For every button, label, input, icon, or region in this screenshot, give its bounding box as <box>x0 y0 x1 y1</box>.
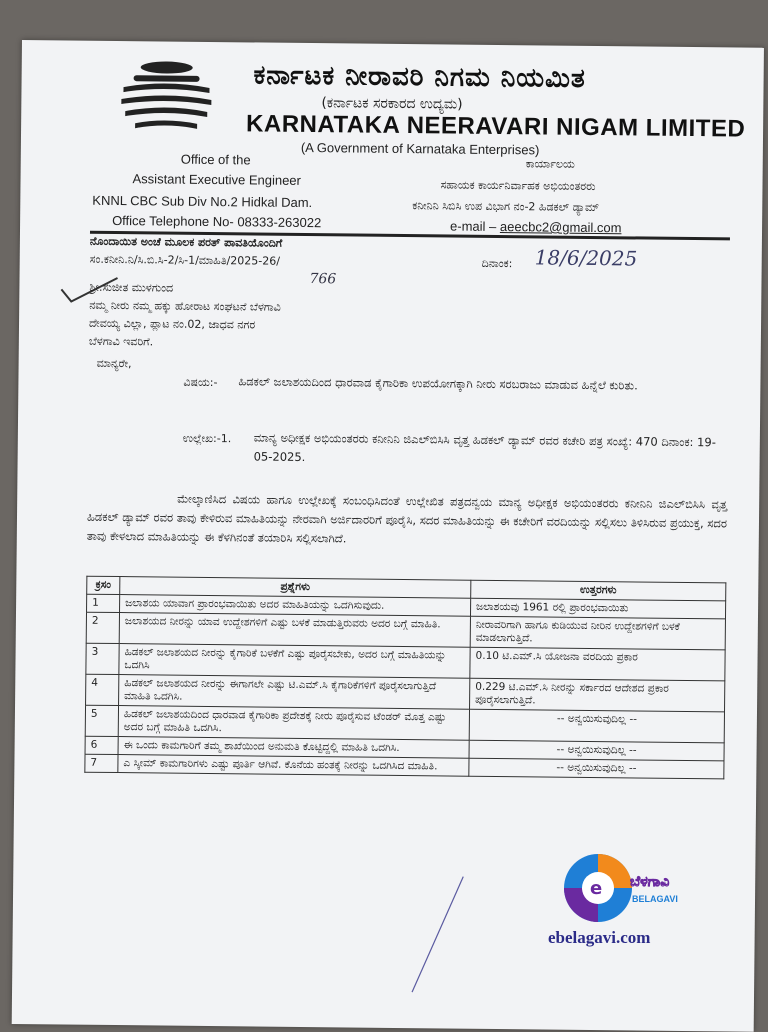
office-right-line2: ಸಹಾಯಕ ಕಾರ್ಯನಿರ್ವಾಹಕ ಅಭಿಯಂತರರು <box>440 178 596 194</box>
english-subtitle: (A Government of Karnataka Enterprises) <box>300 139 540 158</box>
info-table <box>84 576 726 780</box>
office-right-line3: ಕನೀನಿನಿ ಸಿಬಿಸಿ ಉಪ ವಿಭಾಗ ನಂ-2 ಹಿಡಕಲ್ ಡ್ಯಾಮ್ <box>412 199 600 215</box>
recipient-line4: ಬೆಳಗಾವಿ ಇವರಿಗೆ. <box>88 334 154 349</box>
row-question: ಹಿಡಕಲ್ ಜಲಾಶಯದ ನೀರನ್ನು ಈಗಾಗಲೇ ಎಷ್ಟು ಟಿ.ಎಮ್.ಸಿ ಕೈಗಾರಿಕೆಗಳಿಗೆ ಪೂರೈಸಲಾಗುತ್ತಿದೆ ಮಾಹಿತಿ ಒದಗಿಸಿ. <box>119 675 470 710</box>
row-question: ಎ ಸ್ಕೀಮ್ ಕಾಮಗಾರಿಗಳು ಎಷ್ಟು ಪೂರ್ತಿ ಆಗಿವೆ. ಕೊನೆಯ ಹಂತಕ್ಕೆ ನೀರನ್ನು ಒದಗಿಸಿದ ಮಾಹಿತಿ. <box>118 755 469 777</box>
subject-text: ಹಿಡಕಲ್ ಜಲಾಶಯದಿಂದ ಧಾರವಾಡ ಕೈಗಾರಿಕಾ ಉಪಯೋಗಕ್ಕಾಗಿ ನೀರು ಸರಬರಾಜು ಮಾಡುವ ಹಿನ್ನೆಲೆ ಕುರಿತು. <box>238 374 638 393</box>
row-number: 7 <box>85 754 118 772</box>
row-answer: -- ಅನ್ವಯಿಸುವುದಿಲ್ಲ -- <box>469 758 724 779</box>
row-question: ಹಿಡಕಲ್ ಜಲಾಶಯದ ನೀರನ್ನು ಕೈಗಾರಿಕೆ ಬಳಕೆಗೆ ಎಷ್ಟು ಪೂರೈಸಬೇಕು, ಅದರ ಬಗ್ಗೆ ಮಾಹಿತಿಯನ್ನು ಒದಗಿಸಿ <box>119 644 470 679</box>
row-number: 2 <box>86 612 119 643</box>
row-number: 6 <box>85 736 118 754</box>
pen-stroke <box>407 874 468 995</box>
office-left-phone: Office Telephone No- 08333-263022 <box>112 212 322 231</box>
subject-label: ವಿಷಯ:- <box>183 375 218 390</box>
brand-kannada: ಬೆಳಗಾವಿ <box>630 874 670 890</box>
office-left-line3: KNNL CBC Sub Div No.2 Hidkal Dam. <box>92 192 313 211</box>
row-answer: -- ಅನ್ವಯಿಸುವುದಿಲ್ಲ -- <box>469 740 724 761</box>
salutation: ಮಾನ್ಯರೇ, <box>96 356 132 371</box>
row-question: ಜಲಾಶಯ ಯಾವಾಗ ಪ್ರಾರಂಭವಾಯಿತು ಅದರ ಮಾಹಿತಿಯನ್ನು ಒದಗಿಸುವುದು. <box>120 595 471 617</box>
col-serial: ಕ್ರಸಂ <box>87 576 120 594</box>
recipient-name: ಶ್ರೀ.ಸುಜೀತ ಮುಳಗುಂದ <box>89 280 174 295</box>
reference-label: ಉಲ್ಲೇಖ:-1. <box>182 431 232 446</box>
email-line <box>450 218 622 235</box>
col-answers: ಉತ್ತರಗಳು <box>471 580 726 601</box>
row-answer: -- ಅನ್ವಯಿಸುವುದಿಲ್ಲ -- <box>469 709 724 743</box>
col-questions: ಪ್ರಶ್ನೆಗಳು <box>120 577 471 599</box>
email-link[interactable]: aeecbc2@gmail.com <box>499 219 622 236</box>
reference-text: ಮಾನ್ಯ ಅಧೀಕ್ಷಕ ಅಭಿಯಂತರರು ಕನೀನಿನಿ ಜಿಎಲ್‌ಬಿಸಿಸಿ ವೃತ್ತ ಹಿಡಕಲ್ ಡ್ಯಾಮ್ ರವರ ಕಚೇರಿ ಪತ್ರ ಸಂಖ್ಯೆ: 470 ದಿನಾಂಕ: 19-05-2025. <box>253 430 716 464</box>
date-label: ದಿನಾಂಕ: <box>481 256 513 271</box>
row-answer: 0.229 ಟಿ.ಎಮ್.ಸಿ ನೀರನ್ನು ಸರ್ಕಾರದ ಆದೇಶದ ಪ್ರಕಾರ ಪೂರೈಸಲಾಗುತ್ತಿದೆ. <box>470 678 725 712</box>
svg-text:e: e <box>590 878 603 899</box>
registered-post: ನೊಂದಾಯಿತ ಅಂಚೆ ಮೂಲಕ ಪರತ್ ಪಾವತಿಯೊಂದಿಗೆ <box>89 234 283 250</box>
row-question: ಜಲಾಶಯದ ನೀರನ್ನು ಯಾವ ಉದ್ದೇಶಗಳಿಗೆ ಎಷ್ಟು ಬಳಕೆ ಮಾಡುತ್ತಿರುವರು ಅದರ ಬಗ್ಗೆ ಮಾಹಿತಿ. <box>119 613 470 648</box>
recipient-line2: ನಮ್ಮ ನೀರು ನಮ್ಮ ಹಕ್ಕು ಹೋರಾಟ ಸಂಘಟನೆ ಬೆಳಗಾವಿ <box>89 298 281 314</box>
body-paragraph: ಮೇಲ್ಕಾಣಿಸಿದ ವಿಷಯ ಹಾಗೂ ಉಲ್ಲೇಖಕ್ಕೆ ಸಂಬಂಧಿಸಿದಂತೆ ಉಲ್ಲೇಖಿತ ಪತ್ರದನ್ವಯ ಮಾನ್ಯ ಅಧೀಕ್ಷಕ ಅಭಿಯಂತರರು ಕನೀನಿನಿ ಜಿಎಲ್‌ಬಿಸಿಸಿ ವೃತ್ತ ಹಿಡಕಲ್ ಡ್ಯಾಮ್ ರವರ ತಾವು ಕೇಳಿರುವ ಮಾಹಿತಿಯನ್ನು ನೇರವಾಗಿ ಅರ್ಜಿದಾರರಿಗೆ ಪೂರೈಸಿ, ಸದರ ಮಾಹಿತಿಯನ್ನು ಈ ಕಚೇರಿಗೆ ವರದಿಯನ್ನು ಸಲ್ಲಿಸಲು ತಿಳಿಸಿರುವ ಪ್ರಯುಕ್ತ, ಸದರ ತಾವು ಕೇಳಲಾದ ಮಾಹಿತಿಯನ್ನು ಈ ಕೆಳಗಿನಂತೆ ತಯಾರಿಸಿ ಸಲ್ಲಿಸಲಾಗಿದೆ. <box>86 491 728 546</box>
row-question: ಹಿಡಕಲ್ ಜಲಾಶಯದಿಂದ ಧಾರವಾಡ ಕೈಗಾರಿಕಾ ಪ್ರದೇಶಕ್ಕೆ ನೀರು ಪೂರೈಸುವ ಟೆಂಡರ್ ಮೊತ್ತ ಎಷ್ಟು ಅದರ ಬಗ್ಗೆ ಮಾಹಿತಿ ಒದಗಿಸಿ. <box>118 706 469 741</box>
row-answer: 0.10 ಟಿ.ಎಮ್.ಸಿ ಯೋಜನಾ ವರದಿಯ ಪ್ರಕಾರ <box>470 647 725 681</box>
reference-number: ಸಂ.ಕನೀನಿ.ನಿ/ಸಿ.ಬಿ.ಸಿ-2/ಸಿ-1/ಮಾಹಿತಿ/2025-26/ <box>89 252 281 268</box>
handwritten-number: 766 <box>309 271 337 288</box>
row-question: ಈ ಒಂದು ಕಾಮಗಾರಿಗೆ ತಮ್ಮ ಶಾಖೆಯಿಂದ ಅನುಮತಿ ಕೊಟ್ಟಿದ್ದಲ್ಲಿ ಮಾಹಿತಿ ಒದಗಿಸಿ. <box>118 737 469 759</box>
row-number: 5 <box>85 705 118 736</box>
ebelagavi-logo <box>560 848 710 928</box>
row-answer: ಜಲಾಶಯವು 1961 ರಲ್ಲಿ ಪ್ರಾರಂಭವಾಯಿತು <box>470 598 725 619</box>
office-left-line1: Office of the <box>180 151 251 168</box>
brand-english: BELAGAVI <box>632 894 678 904</box>
knnl-logo <box>111 57 222 138</box>
kannada-title: ಕರ್ನಾಟಕ ನೀರಾವರಿ ನಿಗಮ ನಿಯಮಿತ <box>253 60 586 94</box>
english-title: KARNATAKA NEERAVARI NIGAM LIMITED <box>245 110 746 143</box>
recipient-line3: ದೇವಯ್ಯ ವಿಲ್ಲಾ, ಪ್ಲಾಟ ನಂ.02, ಜಾಧವ ನಗರ <box>88 316 256 332</box>
kannada-subtitle: (ಕರ್ನಾಟಕ ಸರಕಾರದ ಉದ್ಯಮ) <box>321 95 463 113</box>
office-left-line2: Assistant Executive Engineer <box>132 171 301 188</box>
office-right-line1: ಕಾರ್ಯಾಲಯ <box>525 157 575 171</box>
row-answer: ನೀರಾವರಿಗಾಗಿ ಹಾಗೂ ಕುಡಿಯುವ ನೀರಿನ ಉದ್ದೇಶಗಳಿಗೆ ಬಳಕೆ ಮಾಡಲಾಗುತ್ತಿದೆ. <box>470 616 725 650</box>
email-label: e-mail – <box>449 218 497 234</box>
row-number: 4 <box>86 674 119 705</box>
site-url[interactable]: ebelagavi.com <box>548 928 651 947</box>
row-number: 3 <box>86 643 119 674</box>
handwritten-date: 18/6/2025 <box>534 245 638 271</box>
row-number: 1 <box>87 594 120 612</box>
